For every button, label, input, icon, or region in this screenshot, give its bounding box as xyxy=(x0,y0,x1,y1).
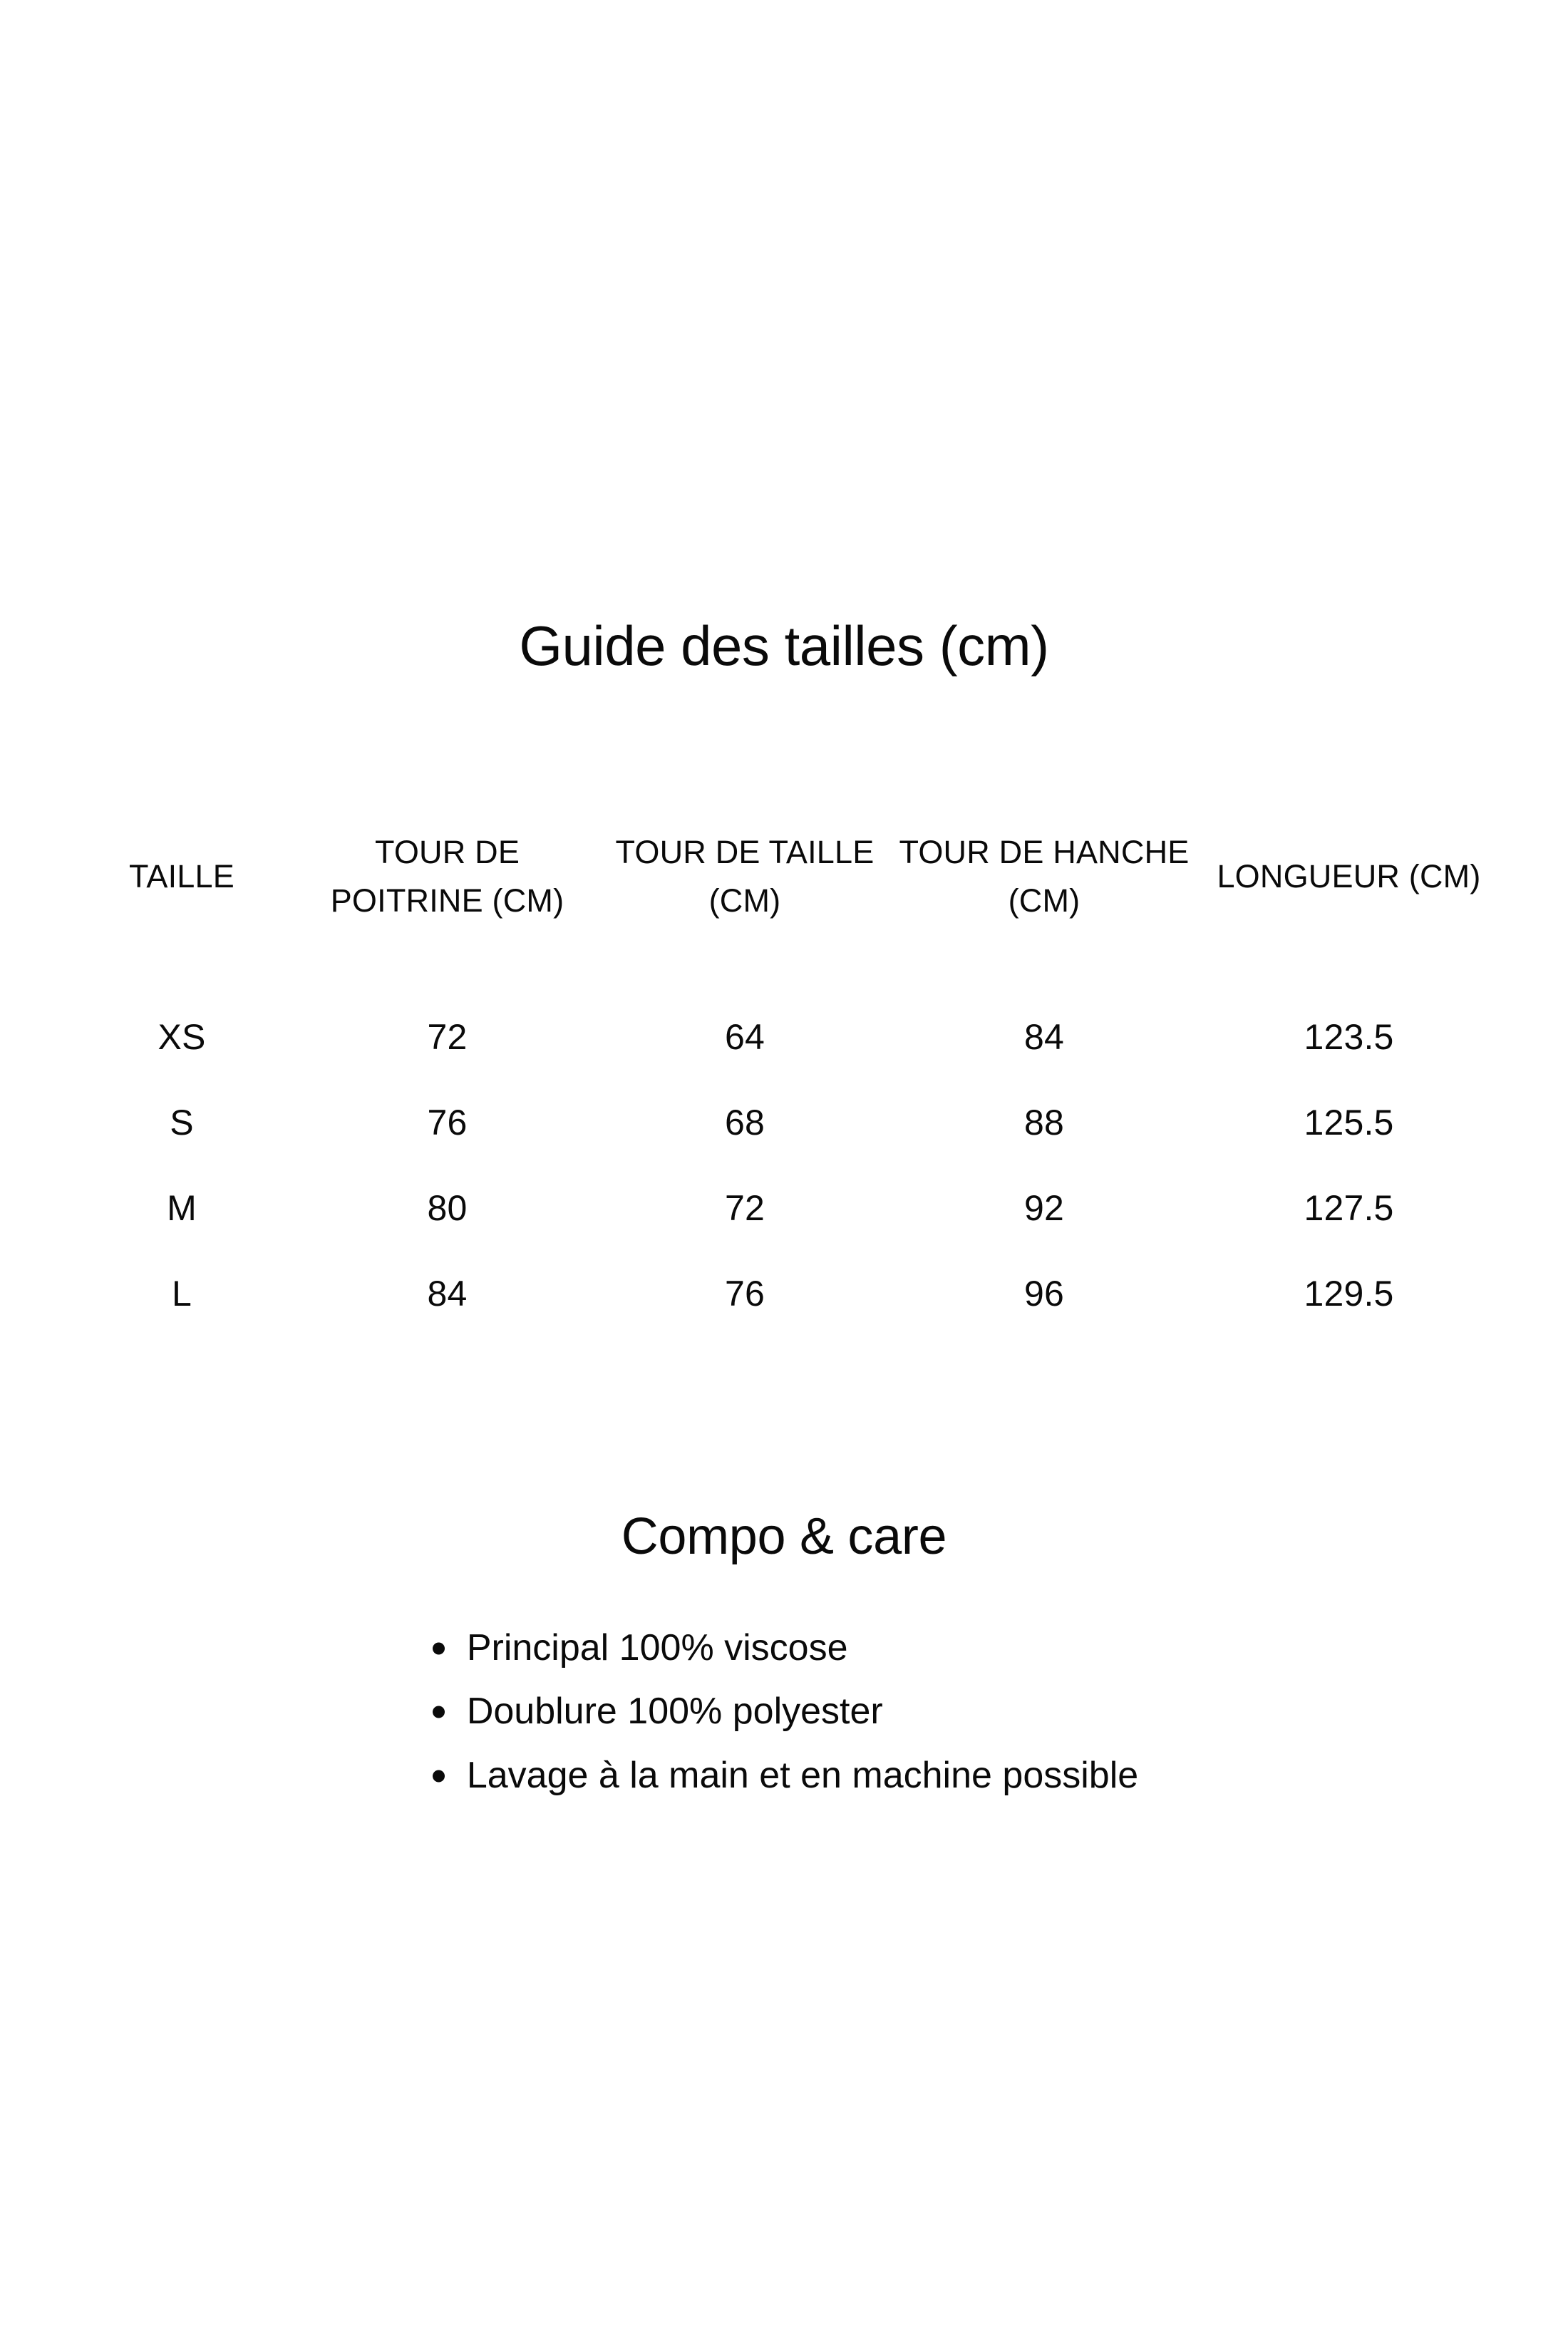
cell-tour-taille: 68 xyxy=(724,1103,765,1143)
compo-care-title: Compo & care xyxy=(621,1507,947,1565)
column-header-longueur: LONGUEUR (CM) xyxy=(1217,857,1481,894)
cell-hanche: 88 xyxy=(1023,1103,1064,1143)
column-header-tour-taille: TOUR DE TAILLE (CM) xyxy=(615,833,875,919)
size-guide-table xyxy=(64,759,1504,1336)
table-row xyxy=(64,1080,1504,1165)
cell-taille: XS xyxy=(158,1017,206,1057)
cell-tour-taille: 72 xyxy=(724,1188,765,1228)
list-item xyxy=(430,1744,1138,1807)
cell-taille: L xyxy=(171,1274,192,1314)
page-title: Guide des tailles (cm) xyxy=(519,614,1049,678)
table-row xyxy=(64,1165,1504,1251)
cell-hanche: 84 xyxy=(1023,1017,1064,1057)
cell-poitrine: 72 xyxy=(427,1017,468,1057)
cell-longueur: 125.5 xyxy=(1304,1103,1394,1143)
cell-longueur: 129.5 xyxy=(1304,1274,1394,1314)
column-header-taille: TAILLE xyxy=(129,857,234,894)
cell-poitrine: 80 xyxy=(427,1188,468,1228)
cell-taille: M xyxy=(167,1188,197,1228)
cell-tour-taille: 76 xyxy=(724,1274,765,1314)
bullet-icon xyxy=(433,1642,445,1654)
list-item-label: Lavage à la main et en machine possible xyxy=(466,1754,1139,1796)
cell-taille: S xyxy=(170,1103,194,1143)
cell-longueur: 123.5 xyxy=(1304,1017,1394,1057)
cell-longueur: 127.5 xyxy=(1304,1188,1394,1228)
compo-care-section xyxy=(0,1616,1568,1807)
cell-poitrine: 76 xyxy=(427,1103,468,1143)
list-item xyxy=(430,1680,1138,1743)
column-header-hanche: TOUR DE HANCHE (CM) xyxy=(899,833,1190,919)
table-row xyxy=(64,1251,1504,1336)
cell-poitrine: 84 xyxy=(427,1274,468,1314)
compo-care-list xyxy=(430,1616,1138,1807)
cell-tour-taille: 64 xyxy=(724,1017,765,1057)
list-item-label: Doublure 100% polyester xyxy=(466,1691,883,1733)
column-header-poitrine: TOUR DE POITRINE (CM) xyxy=(330,833,564,919)
cell-hanche: 96 xyxy=(1023,1274,1064,1314)
list-item xyxy=(430,1616,1138,1680)
table-header-row xyxy=(64,759,1504,994)
list-item-label: Principal 100% viscose xyxy=(466,1627,848,1668)
bullet-icon xyxy=(433,1706,445,1718)
cell-hanche: 92 xyxy=(1023,1188,1064,1228)
bullet-icon xyxy=(433,1770,445,1782)
table-row xyxy=(64,994,1504,1080)
